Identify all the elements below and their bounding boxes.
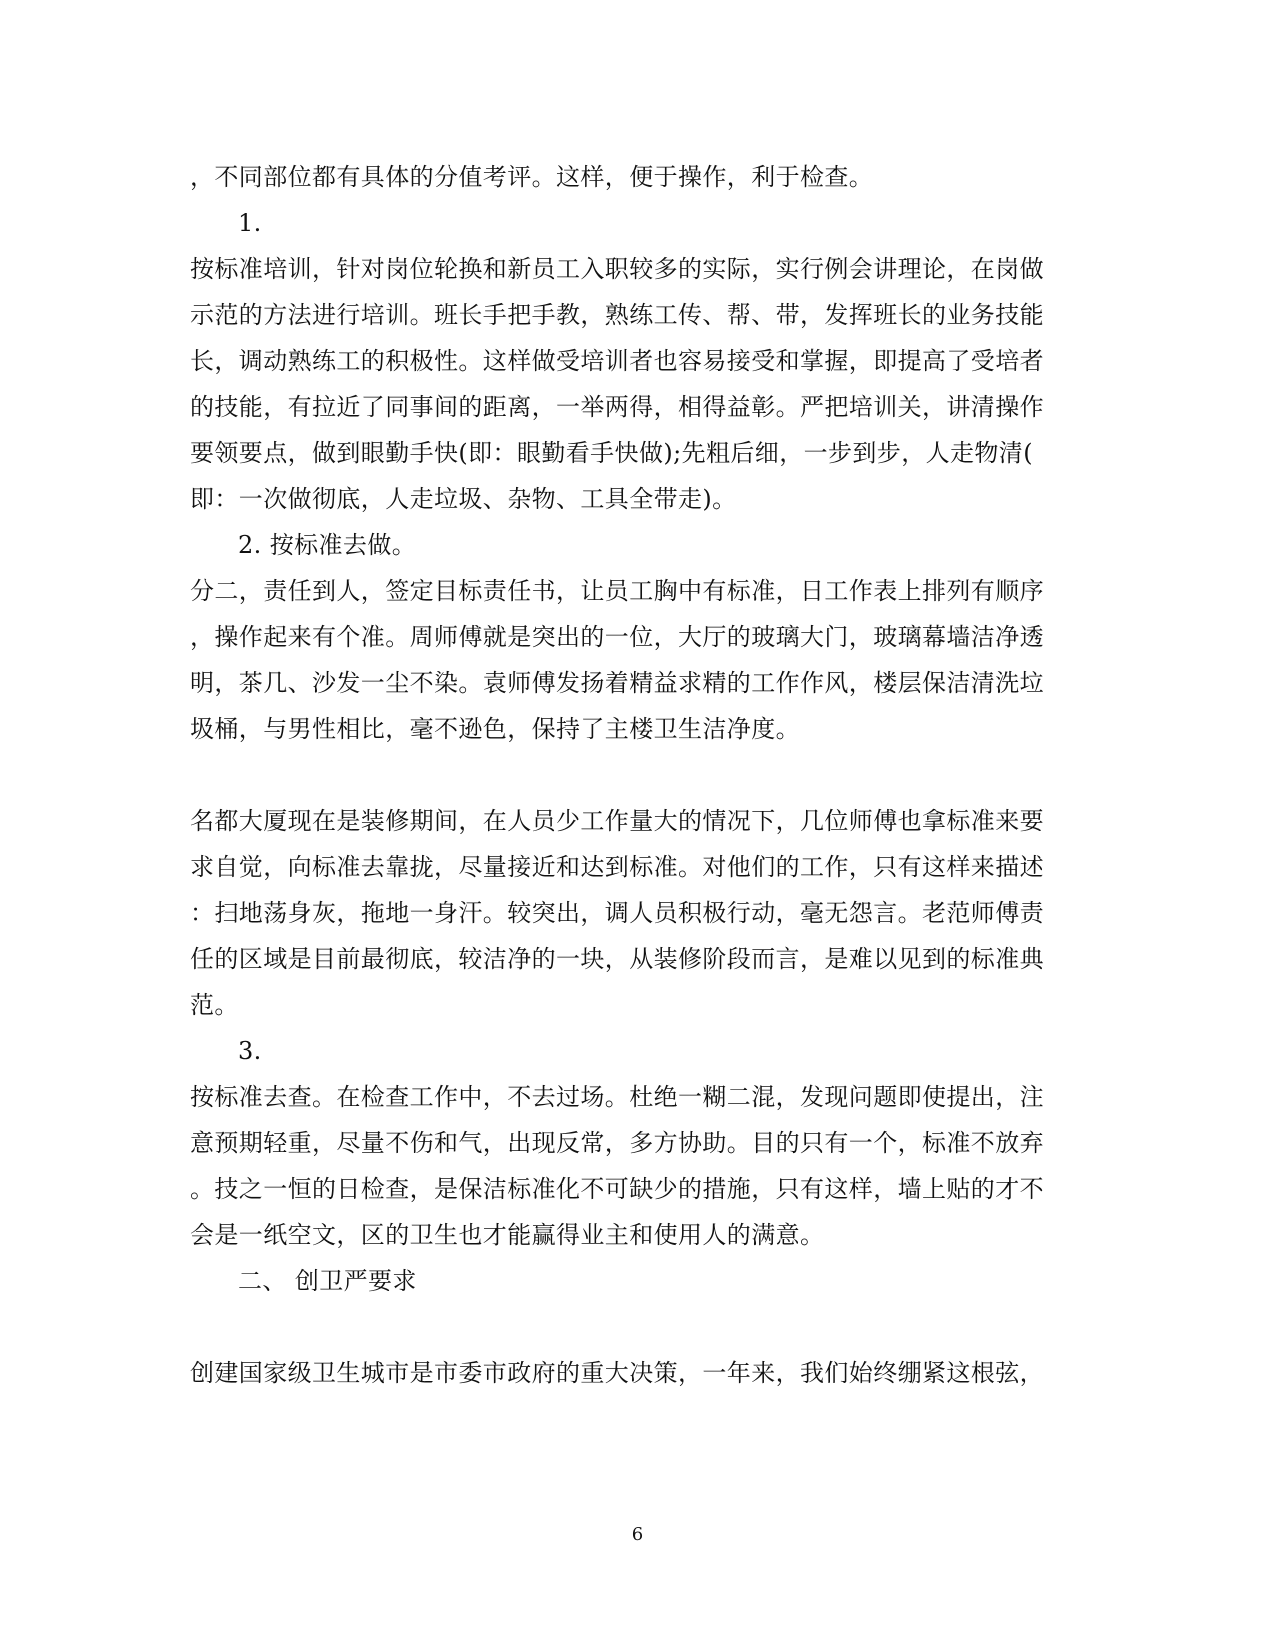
text-line: 名都大厦现在是装修期间，在人员少工作量大的情况下，几位师傅也拿标准来要 [190,807,1044,835]
list-number: 1. [238,209,262,237]
text-line: 会是一纸空文，区的卫生也才能赢得业主和使用人的满意。 [190,1221,825,1249]
page-number: 6 [631,1524,644,1545]
text-line: 范。 [190,991,239,1019]
text-line: 示范的方法进行培训。班长手把手教，熟练工传、帮、带，发挥班长的业务技能 [190,301,1044,329]
section-heading: 二、 创卫严要求 [238,1267,417,1295]
text-line: 按标准去查。在检查工作中，不去过场。杜绝一糊二混，发现问题即使提出，注 [190,1083,1044,1111]
text-line: ，不同部位都有具体的分值考评。这样，便于操作，利于检查。 [190,163,874,191]
list-number: 3. [238,1037,262,1065]
text-line: 明，茶几、沙发一尘不染。袁师傅发扬着精益求精的工作作风，楼层保洁清洗垃 [190,669,1044,697]
text-line: 任的区域是目前最彻底，较洁净的一块，从装修阶段而言，是难以见到的标准典 [190,945,1044,973]
text-line: 圾桶，与男性相比，毫不逊色，保持了主楼卫生洁净度。 [190,715,800,743]
text-line: 。技之一恒的日检查，是保洁标准化不可缺少的措施，只有这样，墙上贴的才不 [190,1175,1044,1203]
text-line: 分二，责任到人，签定目标责任书，让员工胸中有标准，日工作表上排列有顺序 [190,577,1044,605]
text-line: 要领要点，做到眼勤手快(即：眼勤看手快做);先粗后细，一步到步，人走物清( [190,439,1033,467]
text-line: 长，调动熟练工的积极性。这样做受培训者也容易接受和掌握，即提高了受培者 [190,347,1044,375]
text-line: 求自觉，向标准去靠拢，尽量接近和达到标准。对他们的工作，只有这样来描述 [190,853,1044,881]
text-line: 按标准培训，针对岗位轮换和新员工入职较多的实际，实行例会讲理论，在岗做 [190,255,1044,283]
list-heading: 2. 按标准去做。 [238,531,417,559]
text-line: ，操作起来有个准。周师傅就是突出的一位，大厅的玻璃大门，玻璃幕墙洁净透 [190,623,1044,651]
text-line: 意预期轻重，尽量不伤和气，出现反常，多方协助。目的只有一个，标准不放弃 [190,1129,1044,1157]
text-line: ：扫地荡身灰，拖地一身汗。较突出，调人员积极行动，毫无怨言。老范师傅责 [190,899,1044,927]
text-line: 即：一次做彻底，人走垃圾、杂物、工具全带走)。 [190,485,737,513]
text-line: 的技能，有拉近了同事间的距离，一举两得，相得益彰。严把培训关，讲清操作 [190,393,1044,421]
text-line: 创建国家级卫生城市是市委市政府的重大决策，一年来，我们始终绷紧这根弦， [190,1359,1044,1387]
